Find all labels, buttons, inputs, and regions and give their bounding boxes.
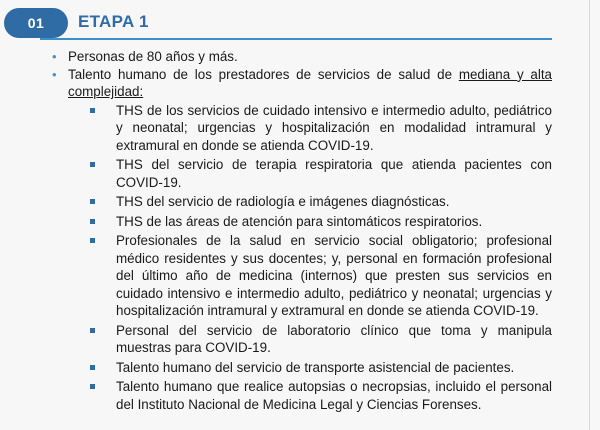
list-item-text: Personas de 80 años y más. — [68, 49, 238, 64]
sub-list-item — [88, 322, 552, 357]
stage-header — [0, 8, 560, 38]
square-bullet-icon — [88, 102, 116, 119]
sub-list-item — [88, 213, 552, 231]
sub-list-item-text: Talento humano del servicio de transporte asistencial de pacientes. — [116, 359, 515, 375]
stage-title: ETAPA 1 — [78, 12, 149, 31]
stage-number-badge: 01 — [4, 8, 68, 38]
sub-list-item-text: THS del servicio de terapia respiratoria que atienda pacientes con COVID-19. — [116, 157, 552, 190]
square-bullet-icon — [88, 156, 116, 173]
stage-content — [52, 48, 552, 415]
sub-list-item-text: THS de los servicios de cuidado intensivo e intermedio adulto, pediátrico y neonatal; urgencias y hospitalización en modalidad intramural y extramural en donde se atienda COVID-19. — [116, 102, 552, 153]
sub-list-item-text: Profesionales de la salud en servicio social obligatorio; profesional médico residentes y sus docentes; y, personal en formación profesional del último año de medicina (internos) que presten sus servicios en cuidado intensivo e intermedio adulto, pediátrico y neonatal; urgencias y hospitalización intramural y extramural en donde se atienda COVID-19. — [116, 233, 552, 318]
bullet-dot-icon: • — [52, 49, 57, 64]
list-item — [52, 48, 552, 66]
sub-list-item — [88, 378, 552, 413]
square-bullet-icon — [88, 378, 116, 395]
sub-list-item-text: Personal del servicio de laboratorio clínico que toma y manipula muestras para COVID-19. — [116, 322, 552, 355]
sub-list-item — [88, 156, 552, 191]
page-edge-divider — [589, 0, 590, 430]
sub-list-item — [88, 193, 552, 211]
bullet-dot-icon: • — [52, 66, 57, 82]
sub-list-item-text: THS de las áreas de atención para sintomáticos respiratorios. — [116, 213, 483, 229]
list-item-text-prefix: Talento humano de los prestadores de servicios de salud de — [68, 66, 459, 82]
sub-list-item-text: Talento humano que realice autopsias o necropsias, incluido el personal del Instituto Nacional de Medicina Legal y Ciencias Forenses. — [116, 379, 552, 412]
list-item-text — [68, 66, 552, 101]
square-bullet-icon — [88, 232, 116, 249]
square-bullet-icon — [88, 322, 116, 339]
square-bullet-icon — [88, 213, 116, 230]
list-item — [52, 66, 552, 101]
square-bullet-icon — [88, 359, 116, 376]
square-bullet-icon — [88, 193, 116, 210]
sub-list-item — [88, 232, 552, 320]
sub-list-item — [88, 102, 552, 155]
sub-list — [52, 102, 552, 414]
sub-list-item-text: THS del servicio de radiología e imágenes diagnósticas. — [116, 194, 450, 209]
header-underline — [40, 38, 552, 40]
list-item-text-underlined: mediana y alta complejidad: — [68, 66, 553, 99]
sub-list-item — [88, 359, 552, 377]
